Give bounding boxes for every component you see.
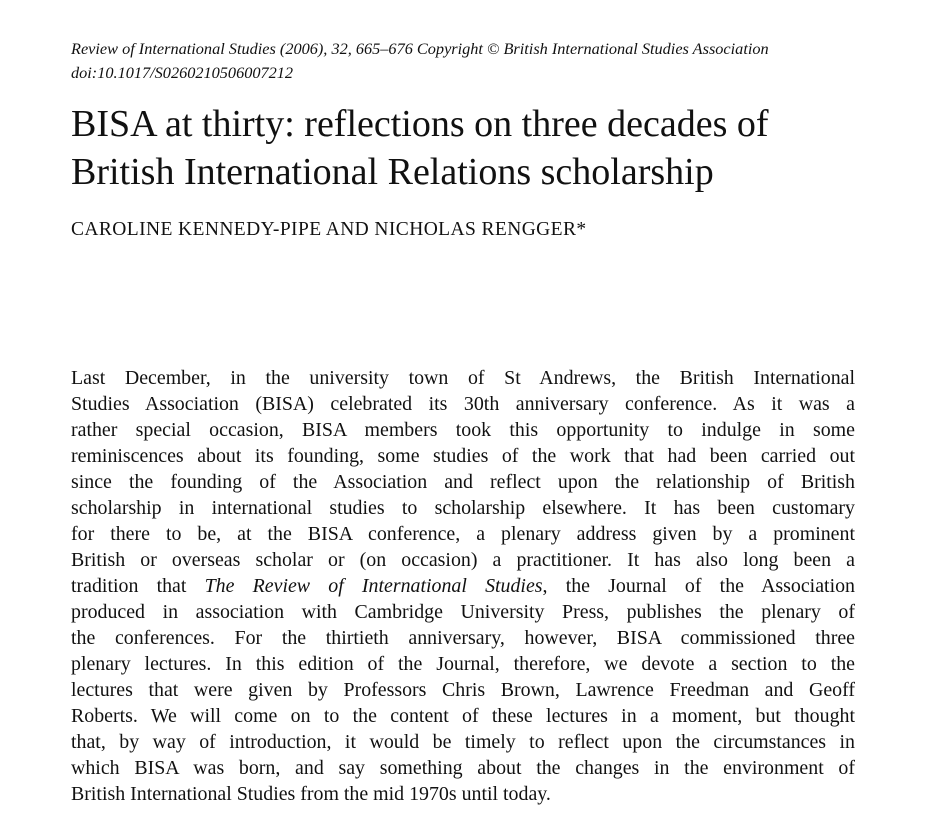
body-line: reminiscences about its founding, some studies of the work that had been carried out [71, 445, 855, 467]
body-line: since the founding of the Association and reflect upon the relationship of British [71, 471, 855, 493]
journal-name-italic: The Review of International Studies [204, 575, 543, 597]
body-line: Last December, in the university town of St Andrews, the British International [71, 367, 855, 389]
body-line-last: British International Studies from the mid 1970s until today. [71, 783, 551, 805]
body-line: British or overseas scholar or (on occasion) a practitioner. It has also long been a [71, 549, 855, 571]
body-line: scholarship in international studies to scholarship elsewhere. It has been customary [71, 497, 855, 519]
body-text-segment: , the Journal of the Association [542, 575, 855, 597]
body-line: Studies Association (BISA) celebrated its 30th anniversary conference. As it was a [71, 393, 855, 415]
journal-citation: Review of International Studies (2006), 32, 665–676 Copyright © British International Studies Association [71, 39, 769, 58]
body-text-segment: tradition that [71, 575, 187, 597]
body-line: lectures that were given by Professors Chris Brown, Lawrence Freedman and Geoff [71, 679, 855, 701]
running-head [71, 37, 855, 85]
body-line: Roberts. We will come on to the content of these lectures in a moment, but thought [71, 705, 855, 727]
body-paragraph [71, 365, 855, 807]
body-line: which BISA was born, and say something about the changes in the environment of [71, 757, 855, 779]
body-line: produced in association with Cambridge University Press, publishes the plenary of [71, 601, 855, 623]
article-title [71, 100, 871, 196]
doi-link[interactable]: doi:10.1017/S0260210506007212 [71, 63, 294, 82]
article-title-line-1: BISA at thirty: reflections on three decades of [71, 103, 769, 145]
body-line-journal-mention [71, 573, 855, 599]
body-line: that, by way of introduction, it would be timely to reflect upon the circumstances in [71, 731, 855, 753]
body-line: for there to be, at the BISA conference, a plenary address given by a prominent [71, 523, 855, 545]
body-line: rather special occasion, BISA members took this opportunity to indulge in some [71, 419, 855, 441]
body-line: plenary lectures. In this edition of the Journal, therefore, we devote a section to the [71, 653, 855, 675]
body-line: the conferences. For the thirtieth anniversary, however, BISA commissioned three [71, 627, 855, 649]
article-authors: CAROLINE KENNEDY-PIPE AND NICHOLAS RENGGER* [71, 219, 587, 240]
article-title-line-2: British International Relations scholarship [71, 151, 714, 193]
